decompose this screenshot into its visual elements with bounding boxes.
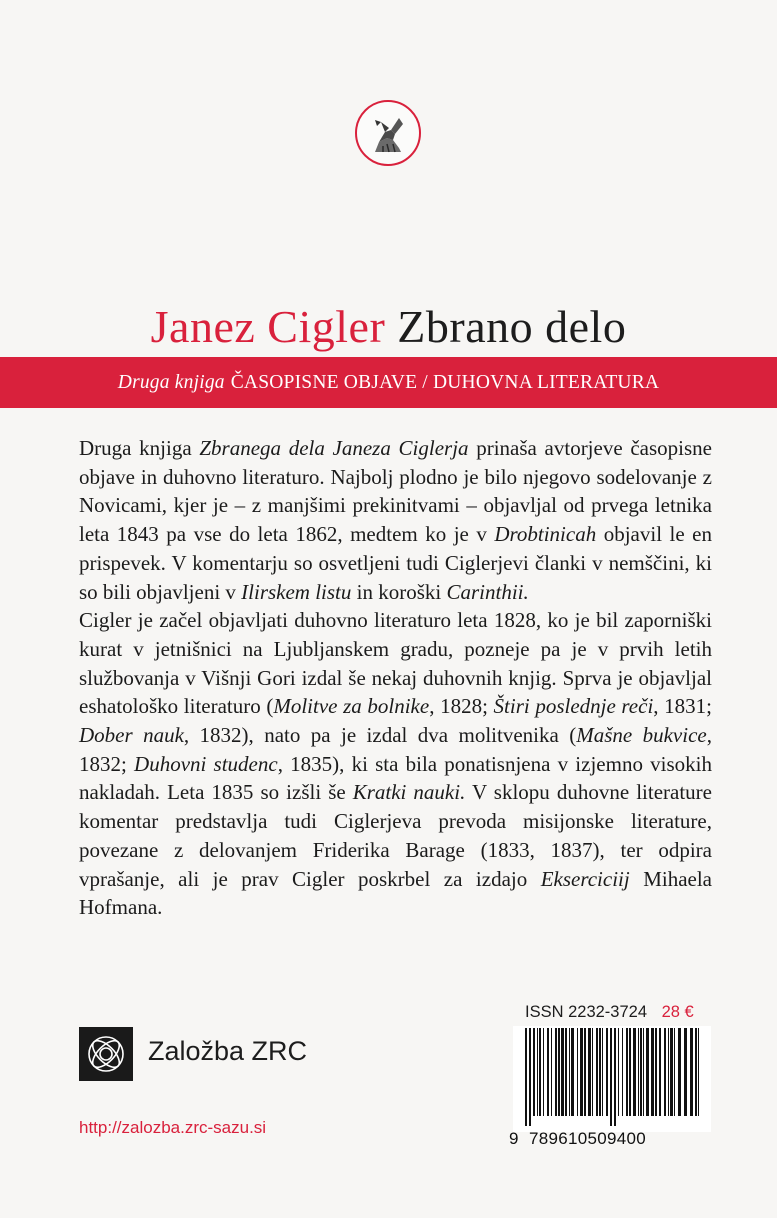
barcode-bar (659, 1028, 661, 1116)
p2-run-3: Štiri poslednje reči (493, 694, 654, 719)
barcode-bar (690, 1028, 693, 1116)
barcode-bar (626, 1028, 628, 1116)
p1-run-7: Carinthii. (446, 579, 529, 604)
barcode-bar (638, 1028, 639, 1116)
p2-run-8: , 1832; (79, 723, 712, 776)
p2-run-7: Mašne bukvice (576, 723, 707, 748)
p2-run-13: Ekserciciij (540, 866, 630, 891)
p2-run-10: , 1835), ki sta bila ponatisnjena v izjemno visokih nakladah. Leta 1835 so izšli še (79, 751, 712, 805)
p2-run-1: Molitve za bolnike (273, 694, 430, 719)
barcode-bar (577, 1028, 578, 1116)
barcode-digit-group: 789610509400 (529, 1129, 647, 1148)
barcode-bar (537, 1028, 538, 1116)
p1-run-3: Drobtinicah (494, 522, 597, 547)
p1-run-1: Zbranega dela Janeza Ciglerja (199, 436, 469, 460)
barcode-bar (571, 1028, 574, 1116)
p2-run-0: Cigler je začel objavljati duhovno literaturo leta 1828, ko je bil zaporniški kurat v jetnišnici na Ljubljanskem gradu, pozneje pa je v prvih letih službovanja v Višnji Gori izdal še nekaj duhovnih knjig. Sprva je objavljal eshatološko literaturo ( (79, 608, 712, 719)
publisher-name: Založba ZRC (148, 1036, 308, 1066)
barcode-bar (640, 1028, 642, 1116)
barcode-bar (695, 1028, 697, 1116)
subtitle-band (0, 357, 777, 408)
barcode-bar (668, 1028, 669, 1116)
band-subtitle: ČASOPISNE OBJAVE / DUHOVNA LITERATURA (230, 371, 660, 393)
p2-run-4: , 1831; (653, 694, 712, 719)
winged-horse-icon (363, 108, 413, 158)
barcode-bar (599, 1028, 601, 1116)
publisher-emblem (355, 100, 421, 166)
barcode-bar (629, 1028, 631, 1116)
barcode-bar (584, 1028, 586, 1116)
barcode-guard-bar (529, 1028, 531, 1126)
barcode-bar (646, 1028, 649, 1116)
barcode-bar (655, 1028, 657, 1116)
barcode-bar (547, 1028, 549, 1116)
p2-run-14: Mihaela Hofmana. (79, 866, 712, 920)
barcode-bar (551, 1028, 552, 1116)
barcode-bars (525, 1028, 703, 1126)
p2-run-12: V sklopu duhovne literature komentar predstavlja tudi Ciglerjeva prevoda misijonske literature, povezane z delovanjem Friderika Barage (1833, 1837), ter odpira vprašanje, ali je prav Cigler poskrbel za izdajo (79, 780, 712, 891)
blurb-paragraph-2 (79, 606, 712, 922)
blurb-text (79, 434, 712, 922)
barcode-bar (602, 1028, 603, 1116)
barcode-bar (533, 1028, 535, 1116)
barcode-bar (684, 1028, 687, 1116)
p2-run-11: Kratki nauki. (352, 780, 466, 805)
barcode-bar (596, 1028, 598, 1116)
p1-run-4: objavil le en prispevek. V komentarju so osvetljeni tudi Ciglerjevi članki v nemščini, ki so bili objavljeni v (79, 522, 712, 604)
p1-run-6: in koroški (351, 579, 447, 604)
barcode-bar (643, 1028, 644, 1116)
barcode-bar (678, 1028, 681, 1116)
barcode-bar (555, 1028, 557, 1116)
p2-run-5: Dober nauk (79, 723, 184, 748)
barcode-bar (592, 1028, 593, 1116)
p1-run-0: Druga knjiga (79, 436, 200, 460)
barcode-guard-bar (610, 1028, 612, 1126)
barcode-bar (565, 1028, 567, 1116)
title-work: Zbrano delo (397, 301, 627, 352)
p1-run-5: Ilirskem listu (241, 579, 352, 604)
title-author: Janez Cigler (150, 301, 386, 352)
barcode-bar (698, 1028, 699, 1116)
barcode-bar (622, 1028, 623, 1116)
band-volume: Druga knjiga (117, 371, 225, 393)
barcode-bar (664, 1028, 666, 1116)
barcode (509, 1026, 711, 1148)
barcode-bar (580, 1028, 583, 1116)
p2-run-6: , 1832), nato pa je izdal dva molitvenika ( (183, 723, 577, 748)
barcode-guard-bar (614, 1028, 616, 1126)
book-title (0, 300, 777, 353)
p2-run-9: Duhovni studenc (134, 751, 278, 776)
barcode-bar (651, 1028, 654, 1116)
barcode-bar (674, 1028, 675, 1116)
price-label: 28 € (661, 1003, 694, 1021)
barcode-bar (633, 1028, 636, 1116)
barcode-guard-bar (525, 1028, 527, 1126)
barcode-bar (558, 1028, 560, 1116)
barcode-bar (543, 1028, 544, 1116)
barcode-bar (670, 1028, 673, 1116)
blurb-paragraph-1 (79, 434, 712, 606)
publisher-url[interactable]: http://zalozba.zrc-sazu.si (79, 1118, 267, 1137)
p2-run-2: , 1828; (429, 694, 494, 719)
barcode-bar (606, 1028, 608, 1116)
barcode-bar (561, 1028, 564, 1116)
barcode-bar (539, 1028, 541, 1116)
p1-run-2: prinaša avtorjeve časopisne objave in duhovno literaturo. Najbolj plodno je bilo njegovo sodelovanje z Novicami, kjer je – z manjšimi prekinitvami – objavljal od prvega letnika leta 1843 pa vse do leta 1862, medtem ko je v (79, 436, 712, 547)
barcode-first-digit: 9 (509, 1129, 519, 1148)
barcode-bar (588, 1028, 591, 1116)
barcode-bar (569, 1028, 570, 1116)
issn-price-line (525, 1003, 694, 1022)
barcode-bar (618, 1028, 619, 1116)
issn-label: ISSN 2232-3724 (525, 1003, 648, 1021)
zrc-logo-icon (79, 1027, 133, 1081)
